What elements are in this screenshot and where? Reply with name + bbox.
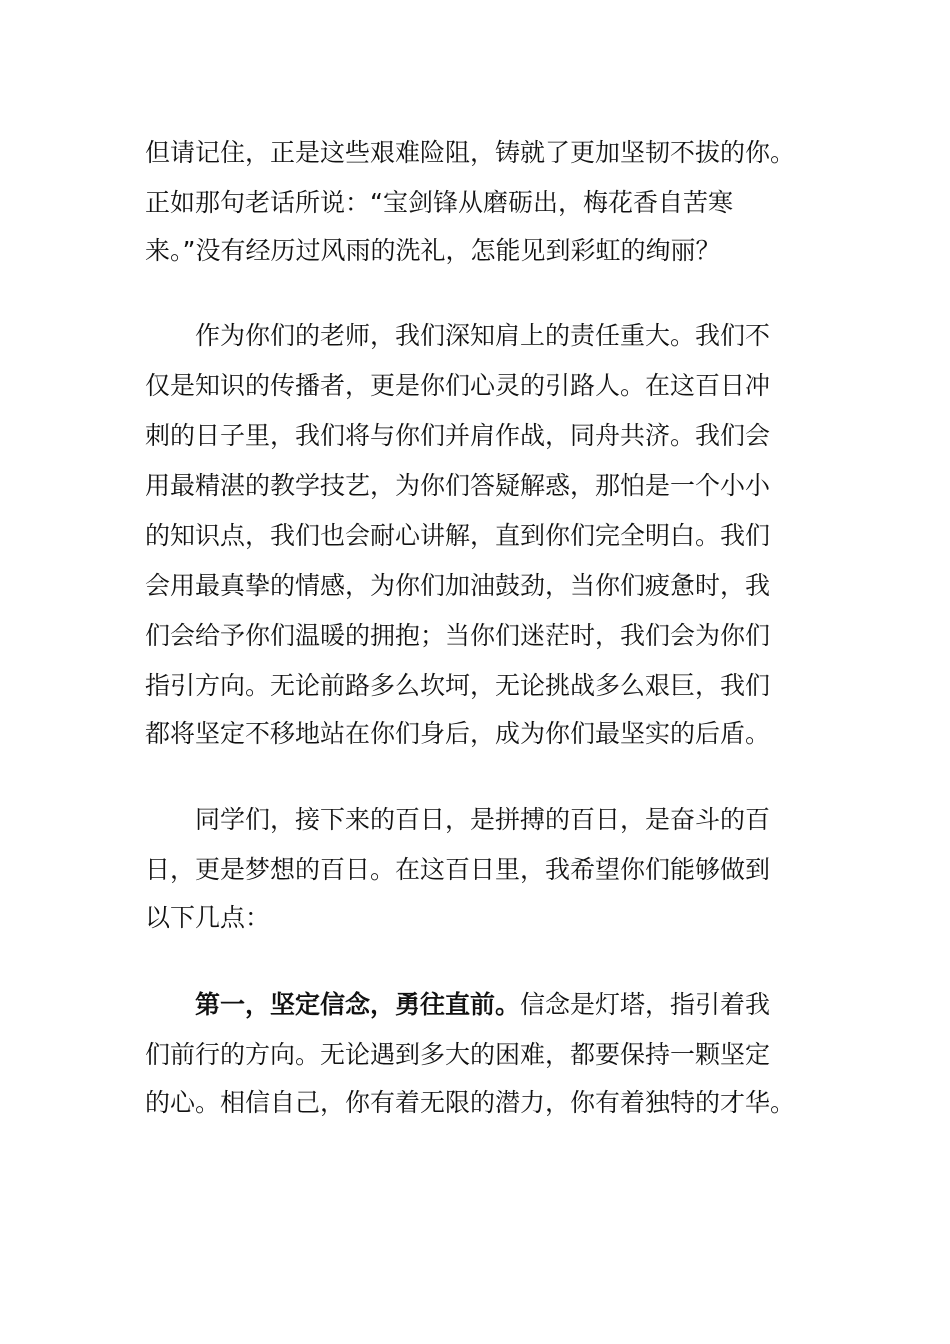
paragraph-3-line-2: 日，更是梦想的百日。在这百日里，我希望你们能够做到 xyxy=(145,855,771,884)
paragraph-2-line-7: 们会给予你们温暖的拥抱；当你们迷茫时，我们会为你们 xyxy=(145,621,771,650)
paragraph-4-line-2: 们前行的方向。无论遇到多大的困难，都要保持一颗坚定 xyxy=(145,1040,771,1069)
paragraph-2-line-3: 刺的日子里，我们将与你们并肩作战，同舟共济。我们会 xyxy=(145,421,771,450)
paragraph-1-line-1: 但请记住，正是这些艰难险阻，铸就了更加坚韧不拔的你。 xyxy=(145,138,796,167)
paragraph-4-line-3: 的心。相信自己，你有着无限的潜力，你有着独特的才华。 xyxy=(145,1088,796,1117)
paragraph-2-line-1: 作为你们的老师，我们深知肩上的责任重大。我们不 xyxy=(195,321,771,350)
paragraph-1-line-2: 正如那句老话所说：“宝剑锋从磨砺出，梅花香自苦寒 xyxy=(145,188,733,217)
paragraph-3-line-3: 以下几点： xyxy=(145,903,271,932)
paragraph-1-line-3: 来。”没有经历过风雨的洗礼，怎能见到彩虹的绚丽？ xyxy=(145,236,721,265)
paragraph-3-line-1: 同学们，接下来的百日，是拼搏的百日，是奋斗的百 xyxy=(195,805,771,834)
paragraph-4-line-1 xyxy=(195,985,810,1025)
paragraph-4-line-1-rest: 信念是灯塔，指引着我 xyxy=(520,990,771,1019)
paragraph-2-line-8: 指引方向。无论前路多么坎坷，无论挑战多么艰巨，我们 xyxy=(145,671,771,700)
paragraph-2-line-5: 的知识点，我们也会耐心讲解，直到你们完全明白。我们 xyxy=(145,521,771,550)
paragraph-2-line-6: 会用最真挚的情感，为你们加油鼓劲，当你们疲惫时，我 xyxy=(145,571,771,600)
paragraph-4-bold-lead: 第一，坚定信念，勇往直前。 xyxy=(195,990,521,1019)
paragraph-2-line-4: 用最精湛的教学技艺，为你们答疑解惑，那怕是一个小小 xyxy=(145,471,771,500)
paragraph-2-line-2: 仅是知识的传播者，更是你们心灵的引路人。在这百日冲 xyxy=(145,371,771,400)
paragraph-2-line-9: 都将坚定不移地站在你们身后，成为你们最坚实的后盾。 xyxy=(145,719,771,748)
